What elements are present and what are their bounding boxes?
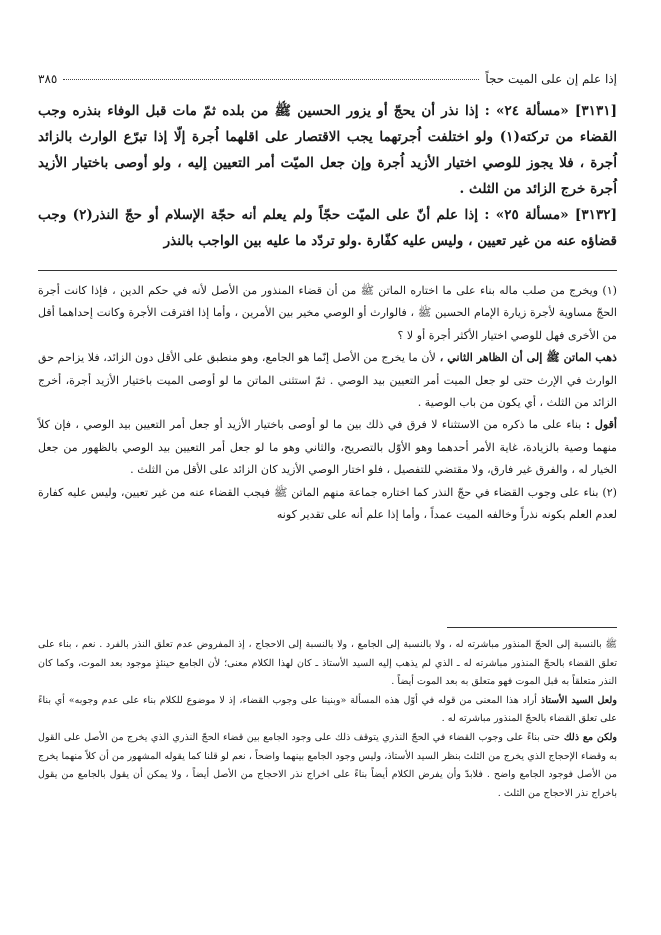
note-1-opinion-text: لأن ما يخرج من الأصل إنّما هو الجامع، وهو منطبق على الأقل دون الزائد، فلا يزاحم حق الوارث في الإرث حتى لو جعل الميت أمر التعيين بيد الوصي . ثمّ استثنى الماتن ما لو أوصى الميت باختيار الأزيد أجرة، أخرج الزائد من الثلث ، أي يكون من باب الوصية .: [38, 351, 617, 410]
header-dot-leader: [63, 79, 479, 80]
main-separator-rule: [38, 270, 617, 271]
issue-3132: [٣١٣٢] «مسألة ٢٥» : إذا علم أنّ على الميّت حجّاً ولم يعلم أنه حجّة الإسلام أو حجّ النذر(٢) وجب قضاؤه عنه من غير تعيين ، وليس عليه كفّارة .ولو تردّد ما عليه بين الواجب بالنذر: [38, 207, 618, 249]
note-1: (١) ويخرج من صلب ماله بناء على ما اختاره الماتن ﷺ من أن قضاء المنذور من الأصل لأنه في حكم الدين ، فإذا كانت أجرة الحجّ مساوية لأجرة زيارة الإمام الحسين ﷺ ، فالوارث أو الوصي مخير بين الأمرين ، وأما إذا افترقت الأجرة وكانت إحداهما أقل من الأخرى فهل للوصي اختيار الأكثر أجرة أو لا ؟: [38, 284, 617, 342]
footnote-3: [38, 729, 617, 803]
page-number: ٣٨٥: [38, 72, 58, 86]
footnote-2-lead: ولعل السيد الأستاذ: [536, 694, 617, 706]
footnotes: [38, 636, 617, 803]
note-aqulu-lead: أقول :: [581, 418, 618, 432]
note-aqulu-text: بناء على ما ذكره من الاستثناء لا فرق في ذلك بين ما لو أوصى باختيار الأزيد أو جعل أمر التعيين بيد الوصي ، فإن كلاً منهما وصية بالزيادة، غاية الأمر أحدهما وهو الأوّل بالتصريح، والثاني وهو ما لو جعل أمر التعيين بيد الوصي بالظهور من جعل الخيار له ، والفرق غير فارق، ولا مقتضي للتفصيل ، فلو اختار الوصي الأزيد كان الزائد على الأقل من الثلث .: [38, 418, 617, 477]
note-2: (٢) بناء على وجوب القضاء في حجّ النذر كما اختاره جماعة منهم الماتن ﷺ فيجب القضاء عنه من غير تعيين، وليس عليه كفارة لعدم العلم بكونه نذراً وخالفه الميت عمداً ، وأما إذا علم أنه على تقدير كونه: [38, 485, 617, 522]
footnote-3-lead: ولكن مع ذلك: [560, 731, 618, 743]
footnote-3-text: حتى بناءً على وجوب القضاء في الحجّ النذري يتوقف ذلك على وجود الجامع بين قضاء الحجّ النذري الذي يخرج من الأصل على القول به وقضاء الإحجاج الذي يخرج من الثلث بنظر السيد الأستاذ، وليس وجود الجامع بينهما واضحاً ، نعم لو قلنا كما يقوله المشهور من أن كلاً منهما يخرج من الأصل فوجود الجامع واضح . فلابدّ وأن يفرض الكلام أيضاً بناءً على اخراج نذر الاحجاج من الأصل أيضاً ، ولا يمكن أن يقول بالجامع من يقول باخراج نذر الاحجاج من الثلث .: [38, 731, 617, 799]
commentary-notes: [38, 280, 617, 526]
footnote-2: [38, 692, 617, 729]
header-title: إذا علم إن على الميت حجاً: [485, 72, 617, 86]
note-1-opinion-lead: ذهب الماتن ﷺ إلى أن الظاهر الثاني ،: [435, 351, 617, 365]
note-aqulu: [38, 414, 617, 481]
footnote-separator-rule: [447, 627, 617, 628]
footnote-2-text: أراد هذا المعنى من قوله في أوّل هذه المسألة «وبنينا على وجوب القضاء، إذ لا موضوع للكلام بناء على عدم وجوبه» أي بناءً على تعلق القضاء بالحجّ المنذور مباشرته له .: [38, 694, 617, 725]
running-header: [38, 72, 617, 92]
note-1-opinion: [38, 347, 617, 414]
main-text: [38, 98, 617, 254]
issue-3131: [٣١٣١] «مسألة ٢٤» : إذا نذر أن يحجّ أو يزور الحسين ﷺ من بلده ثمّ مات قبل الوفاء بنذره وجب القضاء من تركته(١) ولو اختلفت اُجرتهما يجب الاقتصار على اقلهما اُجرة إلّا إذا تبرّع الوارث بالزائد اُجرة ، فلا يجوز للوصي اختيار الأزيد اُجرة وإن جعل الميّت أمر التعيين إليه ، ولو أوصى باختيار الأزيد اُجرة خرج الزائد من الثلث .: [38, 103, 618, 197]
footnote-1: ﷺ بالنسبة إلى الحجّ المنذور مباشرته له ، ولا بالنسبة إلى الجامع ، ولا بالنسبة إلى الاحجاج ، إذ المفروض عدم تعلق النذر بالفرد . نعم ، بناء على تعلق القضاء بالحجّ المنذور مباشرته له ـ الذي لم يذهب إليه السيد الأستاذ ـ كان لهذا الكلام معنى؛ لأن الجامع حينئذٍ موجود بعد الموت، وكما كان النذر متعلقاً به قبل الموت فهو متعلق به بعد الموت أيضاً .: [38, 639, 617, 688]
